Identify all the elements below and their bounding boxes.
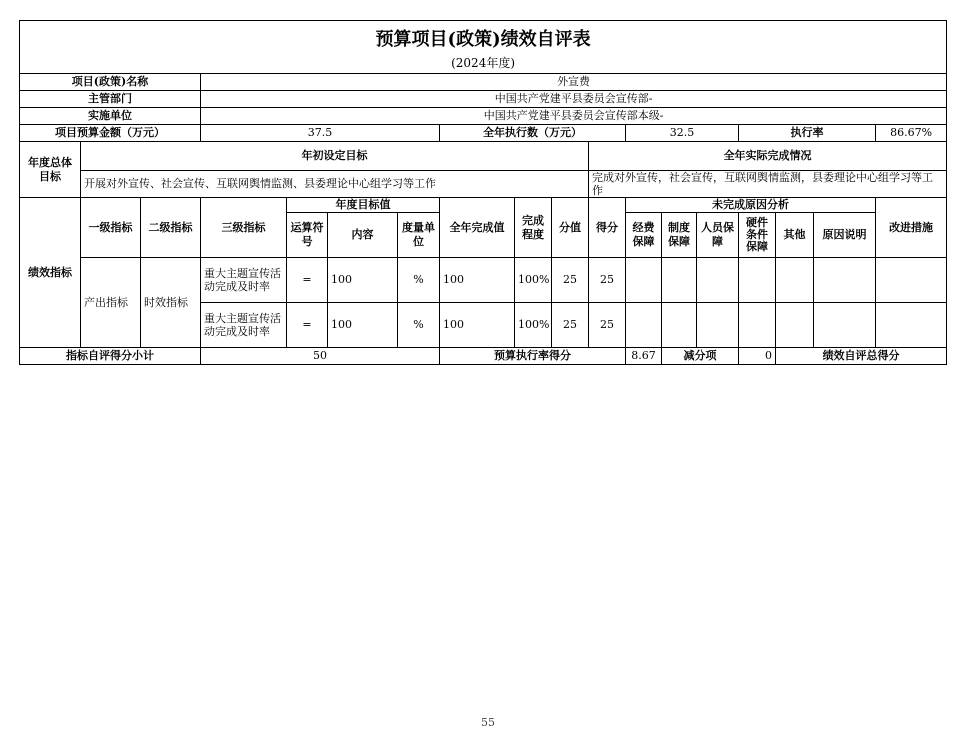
row-empty-cell	[739, 258, 776, 303]
lvl1-header: 一级指标	[81, 198, 141, 258]
row-unit: %	[398, 303, 440, 348]
table-year: (2024年度)	[20, 53, 947, 74]
reason-note-header: 原因说明	[814, 213, 876, 258]
budget-label: 项目预算金额（万元）	[20, 125, 201, 142]
perf-label: 绩效指标	[20, 198, 81, 348]
row-done: 100	[440, 303, 515, 348]
dept-value: 中国共产党建平县委员会宣传部-	[201, 91, 947, 108]
row-empty-cell	[814, 258, 876, 303]
subtotal-value: 50	[201, 348, 440, 365]
op-header: 运算符号	[287, 213, 328, 258]
row-unit: %	[398, 258, 440, 303]
unit-label: 实施单位	[20, 108, 201, 125]
goal-initial-header: 年初设定目标	[81, 142, 589, 171]
improve-header: 改进措施	[876, 198, 947, 258]
row-degree: 100%	[515, 303, 552, 348]
row-empty-cell	[876, 258, 947, 303]
row-score: 25	[589, 303, 626, 348]
score-value-header: 分值	[552, 198, 589, 258]
total-label: 绩效自评总得分	[776, 348, 947, 365]
row-empty-cell	[626, 303, 662, 348]
deduct-value: 0	[739, 348, 776, 365]
row-lvl3: 重大主题宣传活动完成及时率	[201, 258, 287, 303]
target-header: 年度目标值	[287, 198, 440, 213]
dept-label: 主管部门	[20, 91, 201, 108]
row-value: 25	[552, 303, 589, 348]
row-lvl2: 时效指标	[141, 258, 201, 348]
rate-label: 执行率	[739, 125, 876, 142]
row-empty-cell	[876, 303, 947, 348]
reason-funding-header: 经费保障	[626, 213, 662, 258]
reason-other-header: 其他	[776, 213, 814, 258]
reason-system-header: 制度保障	[662, 213, 697, 258]
row-empty-cell	[697, 258, 739, 303]
project-name-value: 外宣费	[201, 74, 947, 91]
row-empty-cell	[814, 303, 876, 348]
goal-actual-text: 完成对外宣传，社会宣传，互联网舆情监测，县委理论中心组学习等工作	[589, 171, 947, 198]
row-empty-cell	[739, 303, 776, 348]
rate-value: 86.67%	[876, 125, 947, 142]
performance-table	[19, 20, 947, 365]
goal-initial-text: 开展对外宣传、社会宣传、互联网舆情监测、县委理论中心组学习等工作	[81, 171, 589, 198]
row-lvl3: 重大主题宣传活动完成及时率	[201, 303, 287, 348]
reason-hardware-header: 硬件条件保障	[739, 213, 776, 258]
unit-value: 中国共产党建平县委员会宣传部本级-	[201, 108, 947, 125]
row-degree: 100%	[515, 258, 552, 303]
row-empty-cell	[662, 258, 697, 303]
degree-header: 完成程度	[515, 198, 552, 258]
goal-label: 年度总体目标	[20, 142, 81, 198]
row-score: 25	[589, 258, 626, 303]
page-number: 55	[481, 716, 495, 729]
row-content: 100	[328, 258, 398, 303]
done-value-header: 全年完成值	[440, 198, 515, 258]
row-empty-cell	[776, 258, 814, 303]
reason-staff-header: 人员保障	[697, 213, 739, 258]
table-title: 预算项目(政策)绩效自评表	[20, 21, 947, 54]
goal-actual-header: 全年实际完成情况	[589, 142, 947, 171]
subtotal-label: 指标自评得分小计	[20, 348, 201, 365]
row-empty-cell	[662, 303, 697, 348]
lvl2-header: 二级指标	[141, 198, 201, 258]
content-header: 内容	[328, 213, 398, 258]
score-got-header: 得分	[589, 198, 626, 258]
budget-score-label: 预算执行率得分	[440, 348, 626, 365]
exec-value: 32.5	[626, 125, 739, 142]
row-op: =	[287, 258, 328, 303]
row-op: =	[287, 303, 328, 348]
row-empty-cell	[697, 303, 739, 348]
unit-header: 度量单位	[398, 213, 440, 258]
row-value: 25	[552, 258, 589, 303]
row-lvl1: 产出指标	[81, 258, 141, 348]
row-empty-cell	[626, 258, 662, 303]
row-content: 100	[328, 303, 398, 348]
row-empty-cell	[776, 303, 814, 348]
lvl3-header: 三级指标	[201, 198, 287, 258]
exec-label: 全年执行数（万元）	[440, 125, 626, 142]
row-done: 100	[440, 258, 515, 303]
evaluation-sheet	[19, 20, 946, 365]
budget-value: 37.5	[201, 125, 440, 142]
budget-score-value: 8.67	[626, 348, 662, 365]
deduct-label: 减分项	[662, 348, 739, 365]
project-name-label: 项目(政策)名称	[20, 74, 201, 91]
reason-header: 未完成原因分析	[626, 198, 876, 213]
table-row	[20, 258, 947, 303]
